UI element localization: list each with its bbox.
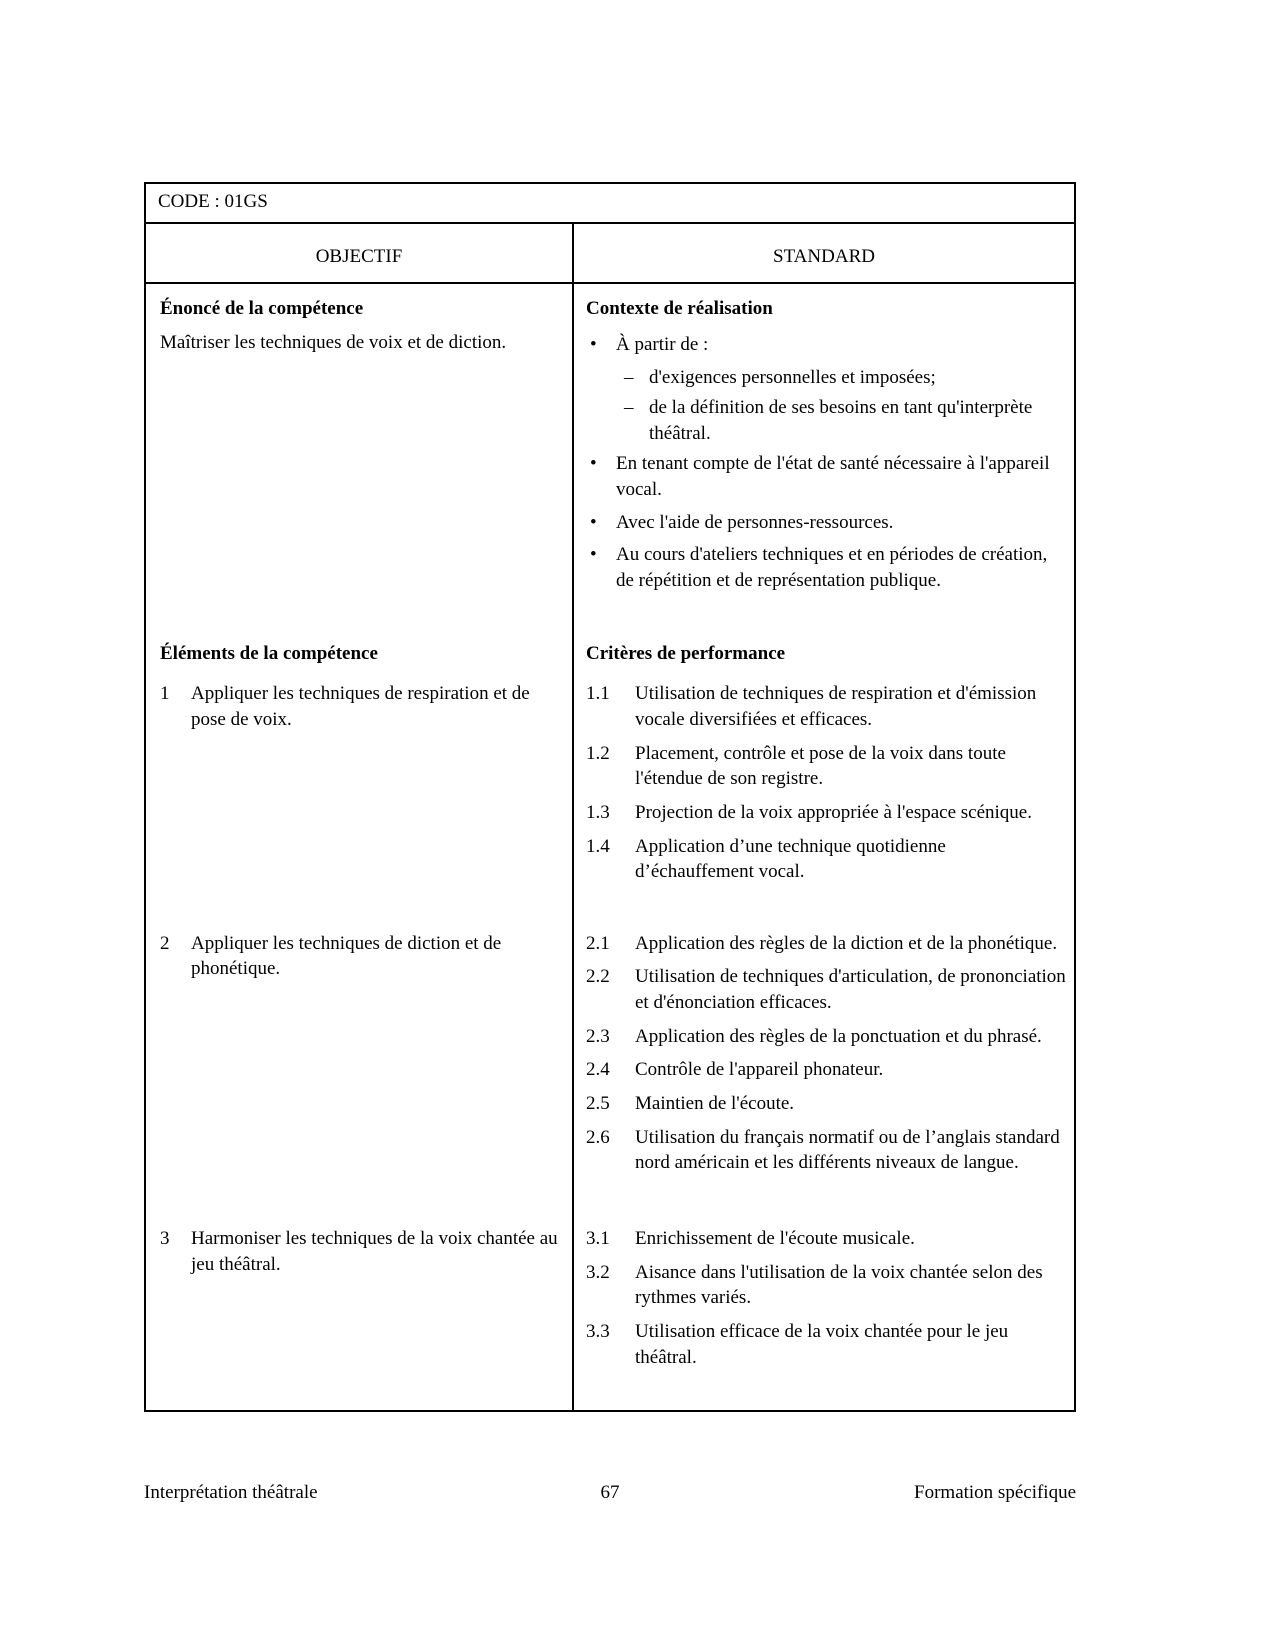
criteria-number: 2.3: [586, 1025, 610, 1047]
criteria-text: Maintien de l'écoute.: [635, 1093, 795, 1115]
criteria-text: Contrôle de l'appareil phonateur.: [635, 1059, 884, 1081]
element-item: [160, 931, 562, 982]
criteria-text: Projection de la voix appropriée à l'espace scénique.: [635, 801, 1032, 823]
footer-document-title: Interprétation théâtrale: [144, 1482, 318, 1503]
element-item: [160, 1226, 562, 1277]
footer-page-number: 67: [600, 1482, 620, 1503]
element-number: 1: [160, 683, 170, 705]
element-item: [160, 681, 562, 732]
criteria-text: Aisance dans l'utilisation de la voix chantée selon des rythmes variés.: [635, 1261, 1043, 1309]
element-item-cell: [146, 923, 572, 1218]
table-header-row: [146, 224, 1074, 285]
criteria-number: 2.6: [586, 1126, 610, 1148]
bullet-sub-text: d'exigences personnelles et imposées;: [649, 366, 936, 388]
criteria-text: Enrichissement de l'écoute musicale.: [635, 1227, 915, 1249]
element-text: Appliquer les techniques de respiration et de pose de voix.: [191, 683, 530, 730]
criteria-number: 3.2: [586, 1261, 610, 1283]
bullet-text: Avec l'aide de personnes-ressources.: [616, 511, 894, 533]
criteria-text: Placement, contrôle et pose de la voix dans toute l'étendue de son registre.: [635, 742, 1006, 790]
criteria-item: [586, 1319, 1068, 1370]
element-number: 3: [160, 1227, 170, 1249]
criteria-number: 1.2: [586, 742, 610, 764]
bullet-icon: •: [590, 511, 597, 533]
criteria-text: Utilisation du français normatif ou de l’anglais standard nord américain et les différents niveaux de langue.: [635, 1126, 1060, 1174]
column-header-standard: STANDARD: [572, 224, 1074, 283]
bullet-item: [586, 332, 1068, 358]
criteria-group-cell: [572, 673, 1074, 922]
bullet-item: [586, 510, 1068, 536]
criteria-item: [586, 1091, 1068, 1117]
filler-cell: [572, 1398, 1074, 1410]
criteria-number: 1.4: [586, 835, 610, 857]
filler-cell: [146, 1398, 572, 1410]
enonce-text: Maîtriser les techniques de voix et de diction.: [160, 331, 507, 353]
bullet-item: [586, 451, 1068, 502]
criteria-text: Application d’une technique quotidienne d’échauffement vocal.: [635, 835, 946, 883]
enonce-title: Énoncé de la compétence: [160, 298, 364, 320]
contexte-section: [572, 284, 1074, 640]
criteria-number: 3.1: [586, 1227, 610, 1249]
table-body: [146, 284, 1074, 1410]
criteria-item: [586, 834, 1068, 885]
criteria-text: Utilisation efficace de la voix chantée pour le jeu théâtral.: [635, 1320, 1009, 1368]
criteria-item: [586, 1125, 1068, 1176]
criteria-text: Application des règles de la diction et de la phonétique.: [635, 932, 1058, 954]
criteria-text: Utilisation de techniques d'articulation, de prononciation et d'énonciation efficaces.: [635, 966, 1066, 1014]
criteria-item: [586, 800, 1068, 826]
enonce-section: [146, 284, 572, 640]
bullet-text: À partir de :: [616, 333, 709, 355]
criteria-text: Utilisation de techniques de respiration et d'émission vocale diversifiées et efficaces.: [635, 683, 1037, 730]
criteria-number: 3.3: [586, 1320, 610, 1342]
criteria-item: [586, 741, 1068, 792]
bullet-sub-item: [624, 395, 1068, 446]
contexte-bullet-list: [586, 332, 1068, 594]
criteria-item: [586, 964, 1068, 1015]
criteria-number: 2.4: [586, 1059, 610, 1081]
criteria-text: Application des règles de la ponctuation et du phrasé.: [635, 1025, 1042, 1047]
elements-title-cell: [146, 641, 572, 674]
element-item-cell: [146, 673, 572, 922]
bullet-text: En tenant compte de l'état de santé nécessaire à l'appareil vocal.: [616, 453, 1050, 501]
code-label: CODE : 01GS: [158, 191, 268, 212]
contexte-title: Contexte de réalisation: [586, 298, 773, 320]
criteres-title: Critères de performance: [586, 642, 786, 664]
bullet-icon: •: [590, 544, 597, 566]
bullet-sub-text: de la définition de ses besoins en tant qu'interprète théâtral.: [649, 397, 1033, 444]
criteria-item: [586, 1226, 1068, 1252]
criteria-group-cell: [572, 923, 1074, 1218]
criteria-number: 2.1: [586, 932, 610, 954]
criteria-item: [586, 681, 1068, 732]
dash-icon: –: [624, 366, 634, 388]
criteria-item: [586, 1024, 1068, 1050]
element-number: 2: [160, 932, 170, 954]
elements-title: Éléments de la compétence: [160, 642, 378, 664]
code-row: [146, 184, 1074, 224]
criteria-item: [586, 931, 1068, 957]
criteria-group: [586, 681, 1068, 884]
element-text: Appliquer les techniques de diction et de phonétique.: [191, 932, 502, 980]
criteria-group: [586, 1226, 1068, 1370]
criteria-item: [586, 1057, 1068, 1083]
page-footer: [144, 1480, 1076, 1506]
criteria-number: 1.1: [586, 683, 610, 705]
competency-table: [144, 182, 1076, 1412]
criteria-item: [586, 1260, 1068, 1311]
bullet-icon: •: [590, 453, 597, 475]
column-header-objectif: OBJECTIF: [315, 245, 403, 267]
criteres-title-cell: [572, 641, 1074, 674]
criteria-number: 2.5: [586, 1093, 610, 1115]
bullet-icon: •: [590, 333, 597, 355]
criteria-number: 1.3: [586, 801, 610, 823]
footer-section-label: Formation spécifique: [914, 1482, 1077, 1503]
bullet-sub-item: [624, 365, 1068, 391]
bullet-item: [586, 542, 1068, 593]
criteria-group: [586, 931, 1068, 1176]
dash-icon: –: [624, 397, 634, 419]
element-item-cell: [146, 1218, 572, 1398]
element-text: Harmoniser les techniques de la voix chantée au jeu théâtral.: [191, 1227, 558, 1275]
criteria-number: 2.2: [586, 966, 610, 988]
criteria-group-cell: [572, 1218, 1074, 1398]
bullet-text: Au cours d'ateliers techniques et en périodes de création, de répétition et de représentation publique.: [616, 544, 1048, 592]
